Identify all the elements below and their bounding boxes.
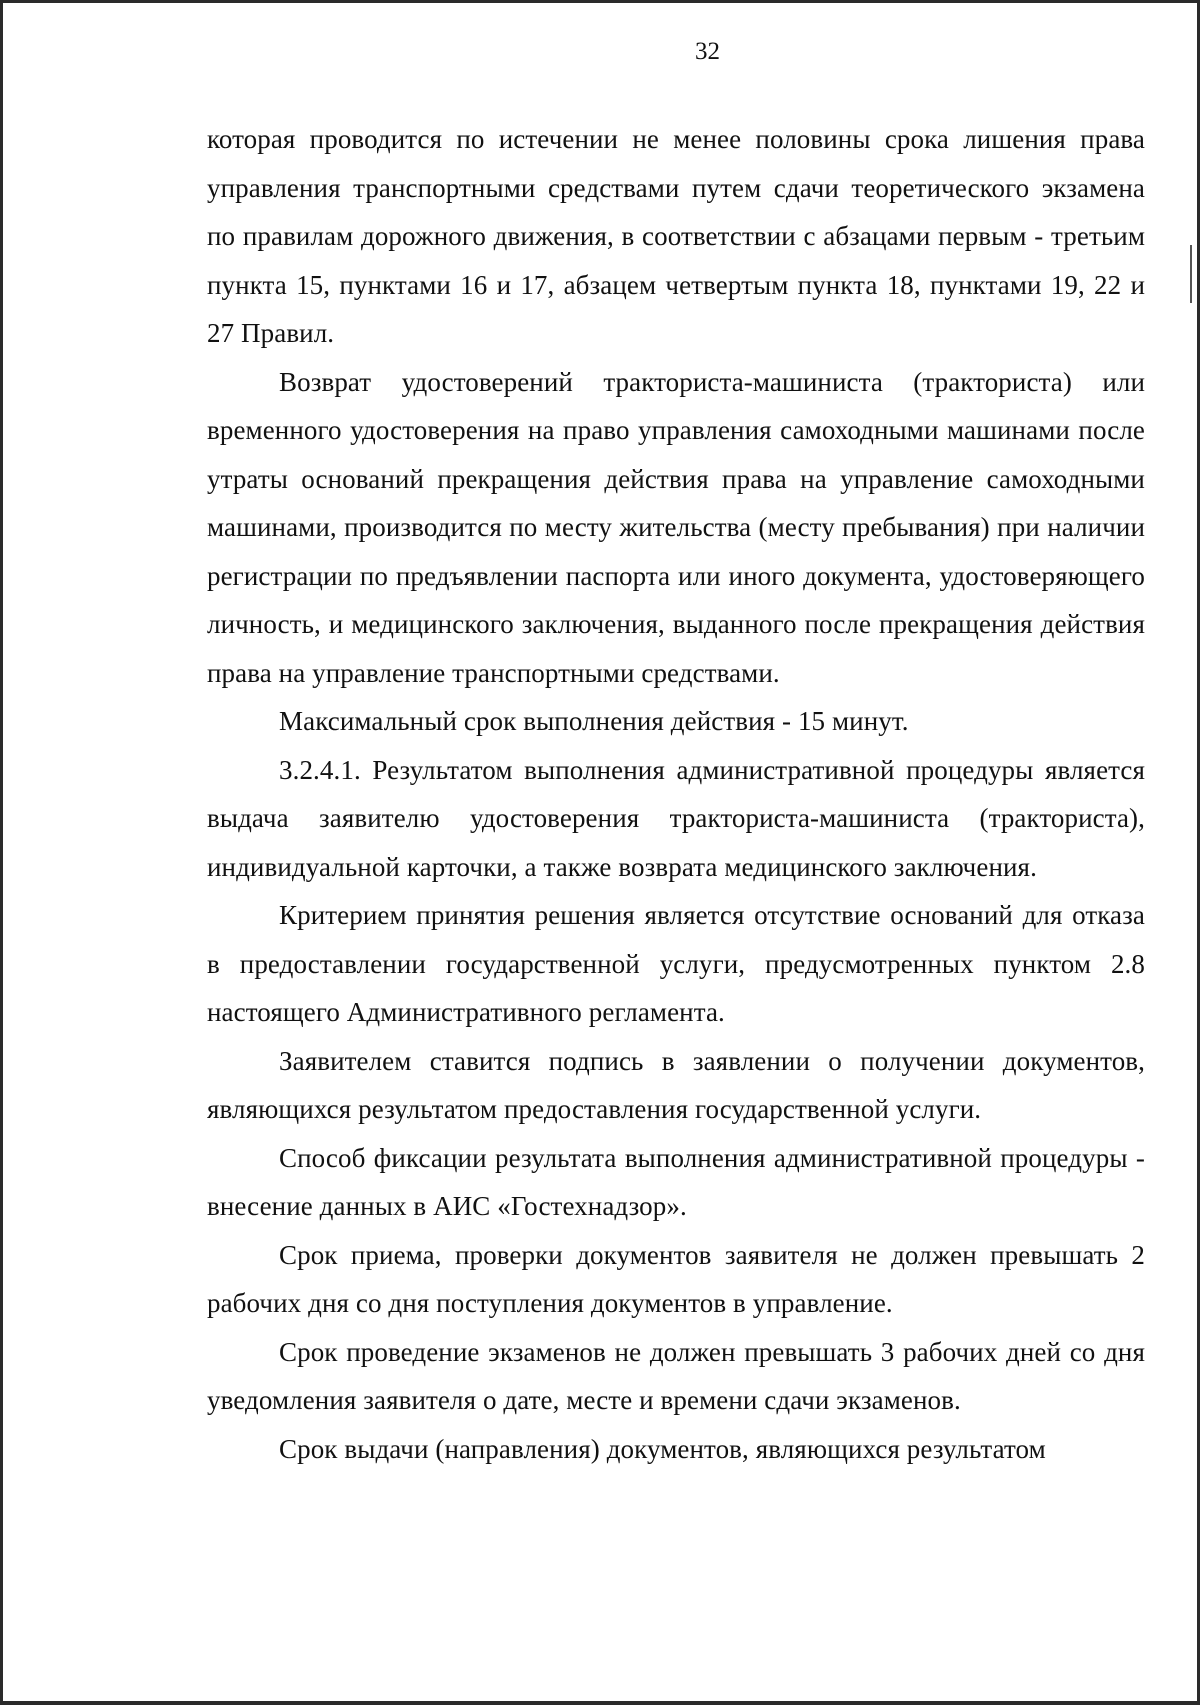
paragraph-exam-deadline: Срок проведение экзаменов не должен превышать 3 рабочих дней со дня уведомления заявителя о дате, месте и времени сдачи экзаменов. bbox=[207, 1336, 1145, 1415]
paragraph-fixation-method: Способ фиксации результата выполнения административной процедуры - внесение данных в АИС «Гостехнадзор». bbox=[207, 1142, 1145, 1221]
paragraph-review-deadline: Срок приема, проверки документов заявителя не должен превышать 2 рабочих дня со дня поступления документов в управление. bbox=[207, 1239, 1145, 1318]
scan-border-bottom bbox=[0, 1701, 1200, 1705]
paragraph-continuation: которая проводится по истечении не менее половины срока лишения права управления транспортными средствами путем сдачи теоретического экзамена по правилам дорожного движения, в соответствии с абзацами первым - третьим пункта 15, пунктами 16 и 17, абзацем четвертым пункта 18, пунктами 19, 22 и 27 Правил. bbox=[207, 124, 1145, 348]
paragraph-issue-deadline: Срок выдачи (направления) документов, являющихся результатом bbox=[279, 1433, 1046, 1464]
paragraph-max-time: Максимальный срок выполнения действия - 15 минут. bbox=[279, 706, 909, 736]
paragraph-applicant-signature: Заявителем ставится подпись в заявлении о получении документов, являющихся результатом предоставления государственной услуги. bbox=[207, 1045, 1145, 1124]
paragraph-procedure-result: 3.2.4.1. Результатом выполнения административной процедуры является выдача заявителю удостоверения тракториста-машиниста (тракториста), индивидуальной карточки, а также возврата медицинского заключения. bbox=[207, 754, 1145, 882]
paragraph-decision-criterion: Критерием принятия решения является отсутствие оснований для отказа в предоставлении государственной услуги, предусмотренных пунктом 2.8 настоящего Административного регламента. bbox=[207, 900, 1145, 1027]
page-number: 32 bbox=[695, 38, 720, 65]
paragraph-license-return: Возврат удостоверений тракториста-машиниста (тракториста) или временного удостоверения на право управления самоходными машинами после утраты оснований прекращения действия права на управление самоходными машинами, производится по месту жительства (месту пребывания) при наличии регистрации по предъявлении паспорта или иного документа, удостоверяющего личность, и медицинского заключения, выданного после прекращения действия права на управление транспортными средствами. bbox=[207, 366, 1145, 688]
scan-border-left bbox=[0, 0, 3, 1705]
body-text bbox=[207, 115, 1145, 1473]
scan-margin-mark bbox=[1190, 245, 1192, 303]
scan-border-top bbox=[0, 0, 1200, 3]
